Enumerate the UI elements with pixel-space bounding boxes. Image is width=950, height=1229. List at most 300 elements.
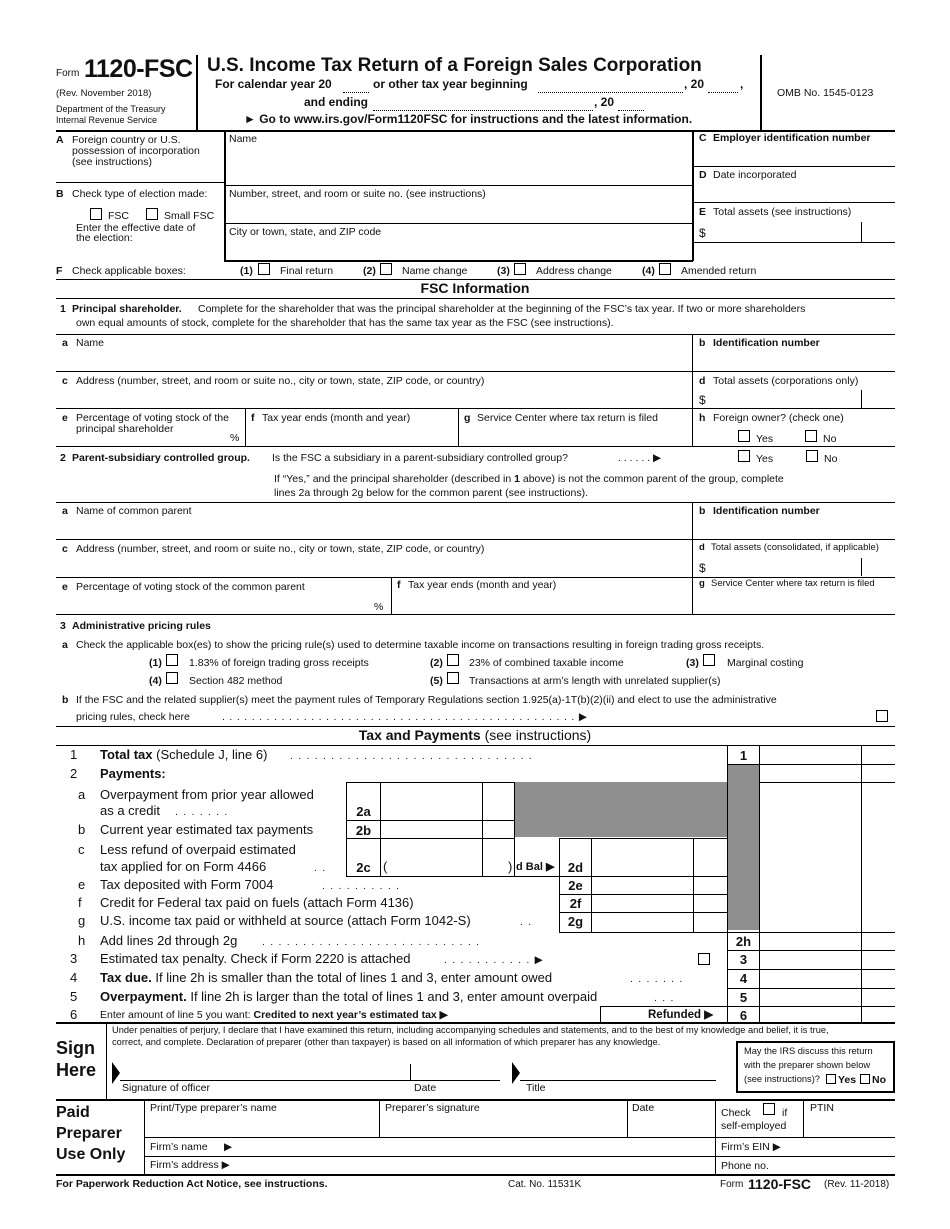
refund-overpaid-amount[interactable] xyxy=(390,840,480,875)
line-2f-letter: f xyxy=(397,579,401,591)
street-field[interactable] xyxy=(226,200,690,222)
common-parent-address-field[interactable] xyxy=(58,556,690,576)
total-tax-label xyxy=(100,748,267,763)
f-option-3: (3) xyxy=(497,265,510,277)
if-yes-text-b: above) is not the common parent of the group, complete xyxy=(522,473,784,485)
irs-discuss-yes-label: Yes xyxy=(838,1074,857,1086)
tax-year-ends-field[interactable] xyxy=(248,425,456,445)
voting-stock-label-2: principal shareholder xyxy=(76,423,174,435)
overpayment-prior-label-2: as a credit xyxy=(100,803,160,818)
form-7004-dots: . . . . . . . . . . xyxy=(322,880,401,892)
box-a-label-2: possession of incorporation xyxy=(72,145,200,157)
consolidated-assets-dollar: $ xyxy=(699,561,706,575)
tax-due-bold: Tax due. xyxy=(100,970,152,985)
date-incorporated-label: Date incorporated xyxy=(713,169,797,181)
tax-line-3-number: 3 xyxy=(70,951,78,966)
admin-pricing-text-2: pricing rules, check here xyxy=(76,711,190,723)
begin-year-field[interactable] xyxy=(708,92,738,93)
controlled-group-title: Parent-subsidiary controlled group. xyxy=(72,452,250,464)
shareholder-address-field[interactable] xyxy=(58,388,690,408)
box-c-letter: C xyxy=(699,132,707,144)
tax-section-bottom xyxy=(56,1022,895,1024)
tax-payments-heading xyxy=(0,727,950,743)
end-year-field[interactable] xyxy=(618,110,644,111)
shareholder-id-label: Identification number xyxy=(713,337,820,349)
preparer-rule-2 xyxy=(144,1156,895,1157)
box-a-rule xyxy=(56,182,224,183)
form-number: 1120-FSC xyxy=(84,55,193,83)
group-rule-1 xyxy=(56,502,895,503)
pricing-option-5: (5) xyxy=(430,675,443,687)
f-option-4: (4) xyxy=(642,265,655,277)
controlled-group-no-label: No xyxy=(824,453,838,465)
controlled-group-yes-label: Yes xyxy=(756,453,774,465)
tax-due-dots: . . . . . . . xyxy=(630,973,684,985)
firm-name-field[interactable] xyxy=(238,1139,712,1155)
form-title: U.S. Income Tax Return of a Foreign Sales Corporation xyxy=(207,55,702,76)
signature-line xyxy=(120,1080,500,1081)
self-employed-checkbox[interactable] xyxy=(763,1103,775,1115)
ein-field[interactable] xyxy=(695,145,895,165)
overpayment-prior-label-1: Overpayment from prior year allowed xyxy=(100,787,314,802)
line-2b-box: 2b xyxy=(355,823,372,838)
overpayment-amount[interactable] xyxy=(760,989,860,1005)
credited-next-year-amount[interactable] xyxy=(478,1007,598,1021)
tax-2d-top xyxy=(559,838,727,839)
foreign-owner-label: Foreign owner? (check one) xyxy=(713,412,844,424)
address-change-checkbox[interactable] xyxy=(514,263,526,275)
fuel-credit-label: Credit for Federal tax paid on fuels (attach Form 4136) xyxy=(100,895,414,910)
line-1g-letter: g xyxy=(464,412,471,424)
line-2-number: 2 xyxy=(60,452,66,464)
box-f-label: Check applicable boxes: xyxy=(72,265,186,277)
overpayment-prior-dots: . . . . . . . xyxy=(175,806,229,818)
date-rule xyxy=(692,202,895,203)
line-2d-letter: d xyxy=(699,542,705,553)
foreign-owner-no-checkbox[interactable] xyxy=(805,430,817,442)
name-box-bottom xyxy=(224,260,693,262)
sign-arrow-icon xyxy=(112,1062,120,1084)
tax-heading-note: (see instructions) xyxy=(484,727,592,743)
pricing-option-4: (4) xyxy=(149,675,162,687)
section-482-checkbox[interactable] xyxy=(166,672,178,684)
officer-title-field[interactable] xyxy=(524,1058,714,1080)
line-1-number: 1 xyxy=(60,303,66,315)
line-1d-letter: d xyxy=(699,375,706,387)
refund-overpaid-label-1: Less refund of overpaid estimated xyxy=(100,842,296,857)
dollar-sign: $ xyxy=(699,226,706,240)
title-arrow-icon xyxy=(512,1062,520,1084)
total-assets-label: Total assets (see instructions) xyxy=(713,206,852,218)
estimated-penalty-label: Estimated tax penalty. Check if Form 2220 is attached xyxy=(100,951,411,966)
estimated-payments-label: Current year estimated tax payments xyxy=(100,822,314,837)
credited-next-year: Credited to next year’s estimated tax ▶ xyxy=(253,1009,448,1021)
line-2h-letter-tax: h xyxy=(78,933,86,948)
shareholder-id-field[interactable] xyxy=(695,350,895,370)
box-a-label-3: (see instructions) xyxy=(72,156,152,168)
tax-heading-bold: Tax and Payments xyxy=(358,727,481,743)
tax-rule-2 xyxy=(760,782,895,783)
city-field[interactable] xyxy=(226,238,690,259)
controlled-group-if-text-1 xyxy=(274,473,784,485)
payments-label: Payments: xyxy=(100,766,166,781)
officer-signature-field[interactable] xyxy=(122,1058,404,1080)
line-2f-box: 2f xyxy=(569,896,582,911)
footer-form-number: 1120-FSC xyxy=(748,1176,812,1192)
date-incorporated-field[interactable] xyxy=(695,181,895,201)
pricing-183-label: 1.83% of foreign trading gross receipts xyxy=(189,657,369,669)
name-rule xyxy=(224,185,693,186)
balance-amount[interactable] xyxy=(592,840,692,875)
department: Department of the Treasury xyxy=(56,104,166,114)
f-option-2: (2) xyxy=(363,265,376,277)
common-parent-name-label: Name of common parent xyxy=(76,505,192,517)
box-b-label: Check type of election made: xyxy=(72,188,208,200)
form-7004-label: Tax deposited with Form 7004 xyxy=(100,877,274,892)
withheld-tax-amount[interactable] xyxy=(592,913,692,931)
preparer-date-field[interactable] xyxy=(630,1115,712,1135)
self-employed-check-label: Check xyxy=(721,1107,751,1119)
line-2e-box: 2e xyxy=(568,878,583,893)
total-tax-ref: (Schedule J, line 6) xyxy=(156,747,268,762)
tax-sub-top xyxy=(346,782,515,783)
self-employed-label: self-employed xyxy=(721,1120,787,1132)
fsc-rule-4 xyxy=(56,446,895,447)
irs-discuss-no-label: No xyxy=(872,1074,886,1086)
begin-year-20: , 20 xyxy=(684,77,705,91)
pricing-option-1: (1) xyxy=(149,657,162,669)
common-parent-service-center-field[interactable] xyxy=(695,592,895,612)
address-change-label: Address change xyxy=(536,265,612,277)
fsc-heading-rule xyxy=(56,298,895,299)
form-revision: (Rev. November 2018) xyxy=(56,88,152,99)
city-label: City or town, state, and ZIP code xyxy=(229,226,382,238)
arms-length-label: Transactions at arm’s length with unrelated supplier(s) xyxy=(469,675,721,687)
line-2b-letter-tax: b xyxy=(78,822,86,837)
foreign-owner-yes-checkbox[interactable] xyxy=(738,430,750,442)
instructions-link[interactable]: ► Go to www.irs.gov/Form1120FSC for instructions and the latest information. xyxy=(244,112,693,126)
tax-due-label xyxy=(100,971,552,986)
irs-discuss-yes-checkbox[interactable] xyxy=(826,1074,836,1084)
common-parent-name-field[interactable] xyxy=(58,518,690,538)
line-3-number: 3 xyxy=(60,620,66,632)
controlled-group-no-checkbox[interactable] xyxy=(806,450,818,462)
line-2e-letter: e xyxy=(62,581,68,593)
voting-stock-label-1: Percentage of voting stock of the xyxy=(76,412,229,424)
fsc-checkbox[interactable] xyxy=(90,208,102,220)
total-payments-dots: . . . . . . . . . . . . . . . . . . . . . . . . . . . xyxy=(262,936,481,948)
refunded-label: Refunded ▶ xyxy=(648,1009,714,1021)
admin-pricing-checkbox[interactable] xyxy=(876,710,888,722)
omb-number: OMB No. 1545-0123 xyxy=(777,87,874,99)
common-parent-tax-year-field[interactable] xyxy=(394,592,690,612)
line-2b-letter: b xyxy=(699,505,706,517)
line-1-box: 1 xyxy=(739,748,748,763)
irs-discuss-text-1: May the IRS discuss this return xyxy=(744,1046,873,1056)
box-a-label-1: Foreign country or U.S. xyxy=(72,134,181,146)
sign-divider xyxy=(106,1022,107,1099)
firm-ein-field[interactable] xyxy=(786,1139,894,1155)
refund-overpaid-dots: . . xyxy=(314,862,327,874)
box-d-letter: D xyxy=(699,169,707,181)
irs-label: Internal Revenue Service xyxy=(56,115,158,125)
preparer-col-date xyxy=(627,1099,628,1137)
common-parent-id-field[interactable] xyxy=(695,518,895,538)
name-change-label: Name change xyxy=(402,265,468,277)
date-divider xyxy=(410,1064,411,1080)
line-2d-box: 2d xyxy=(567,860,584,875)
form-label: Form xyxy=(56,68,80,79)
tax-year-beginning-label: or other tax year beginning xyxy=(373,77,528,91)
voting-stock-pct-sign: % xyxy=(230,432,240,444)
comma-sep: , xyxy=(740,77,744,91)
final-return-checkbox[interactable] xyxy=(258,263,270,275)
tax-sub-col-cents xyxy=(482,782,483,876)
footer-form-label: Form xyxy=(720,1179,744,1190)
pricing-23-checkbox[interactable] xyxy=(447,654,459,666)
firm-ein-label: Firm’s EIN ▶ xyxy=(721,1141,781,1153)
box-f-letter: F xyxy=(56,265,63,277)
line-2e-letter-tax: e xyxy=(78,877,86,892)
amended-return-checkbox[interactable] xyxy=(659,263,671,275)
estimated-penalty-amount[interactable] xyxy=(760,951,860,968)
principal-shareholder-text-2: own equal amounts of stock, complete for the shareholder that has the same tax year as the FSC (see instructions). xyxy=(76,317,614,329)
firm-name-label: Firm’s name xyxy=(150,1141,208,1153)
shareholder-address-label: Address (number, street, and room or suite no., city or town, state, ZIP code, or country) xyxy=(76,375,485,387)
marginal-costing-checkbox[interactable] xyxy=(703,654,715,666)
fsc-rule-1 xyxy=(56,334,895,335)
overpayment-dots: . . . xyxy=(654,992,675,1004)
calendar-year-field[interactable] xyxy=(343,92,369,93)
line-2c-letter-tax: c xyxy=(78,842,85,857)
street-rule xyxy=(224,223,693,224)
section-482-label: Section 482 method xyxy=(189,675,283,687)
use-only-label: Use Only xyxy=(56,1146,126,1163)
line-1a-letter: a xyxy=(62,337,68,349)
fsc-information-heading: FSC Information xyxy=(420,280,530,296)
common-parent-stock-field[interactable] xyxy=(300,598,370,612)
tax-cents-divider xyxy=(861,745,862,1022)
ptin-field[interactable] xyxy=(806,1115,894,1135)
perjury-statement-1: Under penalties of perjury, I declare that I have examined this return, including accompanying schedules and statements, and to the best of my knowledge and belief, it is true, xyxy=(112,1025,829,1035)
small-fsc-checkbox[interactable] xyxy=(146,208,158,220)
line-1h-letter: h xyxy=(699,412,706,424)
line-2f-letter-tax: f xyxy=(78,895,82,910)
admin-pricing-text: If the FSC and the related supplier(s) meet the payment rules of Temporary Regulations section 1.925(a)-1T(b)(2)(ii) and elect to use the administrative xyxy=(76,694,777,706)
total-tax-amount[interactable] xyxy=(760,746,860,763)
common-parent-address-label: Address (number, street, and room or suite no., city or town, state, ZIP code, or country) xyxy=(76,543,485,555)
name-change-checkbox[interactable] xyxy=(380,263,392,275)
effective-date-label-1: Enter the effective date of xyxy=(76,222,196,234)
signature-date-label: Date xyxy=(414,1082,437,1094)
signature-officer-label: Signature of officer xyxy=(122,1082,210,1094)
line-6-box: 6 xyxy=(739,1008,748,1023)
if-yes-bold-1: 1 xyxy=(514,473,520,485)
common-parent-id-label: Identification number xyxy=(713,505,820,517)
overpayment-text: If line 2h is larger than the total of lines 1 and 3, enter amount overpaid xyxy=(190,989,598,1004)
group-rule-2 xyxy=(56,539,895,540)
withheld-tax-label: U.S. income tax paid or withheld at source (attach Form 1042-S) xyxy=(100,913,471,928)
total-tax-dots: . . . . . . . . . . . . . . . . . . . . . . . . . . . . . . xyxy=(290,750,533,762)
refund-overpaid-label-2: tax applied for on Form 4466 xyxy=(100,859,267,874)
tax-line-4-number: 4 xyxy=(70,970,78,985)
line-5-box: 5 xyxy=(739,990,748,1005)
service-center-label: Service Center where tax return is filed xyxy=(477,412,658,424)
shareholder-assets-field[interactable] xyxy=(710,388,860,408)
total-payments-label: Add lines 2d through 2g xyxy=(100,933,238,948)
group-rule-4 xyxy=(56,614,895,615)
ein-rule xyxy=(692,166,895,167)
common-parent-stock-pct: % xyxy=(374,601,384,613)
paperwork-notice: For Paperwork Reduction Act Notice, see instructions. xyxy=(56,1178,328,1190)
shareholder-cents-divider xyxy=(861,390,862,408)
line-2h-box: 2h xyxy=(735,934,752,949)
line-1b-letter: b xyxy=(699,337,706,349)
firm-address-field[interactable] xyxy=(238,1158,712,1173)
pricing-23-label: 23% of combined taxable income xyxy=(469,657,624,669)
tax-line-6-divider xyxy=(600,1006,601,1022)
withheld-tax-dots: . . xyxy=(520,916,533,928)
admin-pricing-dots: . . . . . . . . . . . . . . . . . . . . . . . . . . . . . . . . . . . . . . . . . . . . . . . . ▶ xyxy=(222,711,588,723)
shaded-area xyxy=(515,782,727,837)
total-payments-amount[interactable] xyxy=(760,933,860,949)
controlled-group-dots: . . . . . . ▶ xyxy=(618,452,662,464)
line-1f-letter: f xyxy=(251,412,255,424)
consolidated-cents-divider xyxy=(861,558,862,576)
tax-line-1-number: 1 xyxy=(70,747,78,762)
preparer-label: Preparer xyxy=(56,1125,122,1142)
service-center-field[interactable] xyxy=(461,425,690,445)
common-parent-service-center-label: Service Center where tax return is filed xyxy=(711,578,875,589)
overpayment-label xyxy=(100,990,597,1005)
marginal-costing-label: Marginal costing xyxy=(727,657,804,669)
preparer-rule-1 xyxy=(144,1137,895,1138)
shareholder-assets-dollar: $ xyxy=(699,393,706,407)
box-b-letter: B xyxy=(56,188,64,200)
tax-year-begin-field[interactable] xyxy=(538,92,683,93)
line-2g-letter: g xyxy=(699,578,705,589)
f-option-1: (1) xyxy=(240,265,253,277)
fsc-right-col xyxy=(692,334,693,446)
preparer-signature-field[interactable] xyxy=(382,1115,624,1135)
tax-sub-col-right xyxy=(514,782,515,876)
overpayment-prior-amount[interactable] xyxy=(381,784,481,818)
header-divider-right xyxy=(760,55,762,130)
effective-date-label-2: the election: xyxy=(76,232,133,244)
tax-year-end-field[interactable] xyxy=(373,110,593,111)
title-line xyxy=(520,1080,716,1081)
preparer-col-ptin xyxy=(803,1099,804,1137)
shareholder-name-field[interactable] xyxy=(58,350,690,370)
line-2c-box: 2c xyxy=(356,860,371,875)
credit-refund-label xyxy=(100,1009,448,1021)
form-7004-amount[interactable] xyxy=(592,877,692,893)
consolidated-assets-field[interactable] xyxy=(710,556,860,576)
phone-field[interactable] xyxy=(774,1158,894,1173)
street-label: Number, street, and room or suite no. (see instructions) xyxy=(229,188,486,200)
controlled-group-yes-checkbox[interactable] xyxy=(738,450,750,462)
preparer-col-sig xyxy=(379,1099,380,1137)
and-ending-label: and ending xyxy=(304,95,368,109)
tax-rule-1 xyxy=(727,764,895,765)
paid-label: Paid xyxy=(56,1104,90,1121)
header-divider-left xyxy=(196,55,198,130)
firm-address-label: Firm’s address ▶ xyxy=(150,1159,230,1171)
here-label: Here xyxy=(56,1060,97,1080)
tax-line-5-number: 5 xyxy=(70,989,78,1004)
line-2g-box: 2g xyxy=(567,914,584,929)
tax-due-text: If line 2h is smaller than the total of lines 1 and 3, enter amount owed xyxy=(155,970,553,985)
refunded-amount[interactable] xyxy=(760,1007,860,1021)
fuel-credit-amount[interactable] xyxy=(592,895,692,911)
tax-year-ends-label: Tax year ends (month and year) xyxy=(262,412,411,424)
line-2a-letter-tax: a xyxy=(78,787,86,802)
pricing-183-checkbox[interactable] xyxy=(166,654,178,666)
line-2c-letter: c xyxy=(62,543,68,555)
line-1c-letter: c xyxy=(62,375,68,387)
pricing-rules-title: Administrative pricing rules xyxy=(72,620,211,632)
refund-paren-close: ) xyxy=(508,859,513,874)
shareholder-name-label: Name xyxy=(76,337,105,349)
corporation-name-field[interactable] xyxy=(226,146,690,184)
tax-line-2-number: 2 xyxy=(70,766,78,781)
credit-refund-text: Enter amount of line 5 you want: xyxy=(100,1009,251,1021)
voting-stock-field[interactable] xyxy=(160,432,226,445)
tax-sub-rule-2 xyxy=(346,838,515,839)
controlled-group-if-text-2: lines 2a through 2g below for the common parent (see instructions). xyxy=(274,487,589,499)
line-1e-letter: e xyxy=(62,412,68,424)
common-parent-stock-label: Percentage of voting stock of the common parent xyxy=(76,581,305,593)
tax-due-amount[interactable] xyxy=(760,970,860,987)
line-2g-letter-tax: g xyxy=(78,913,86,928)
name-label: Name xyxy=(229,133,258,145)
box-a-letter: A xyxy=(56,134,64,146)
controlled-group-question: Is the FSC a subsidiary in a parent-subsidiary controlled group? xyxy=(272,452,568,464)
fsc-col-g xyxy=(458,408,459,446)
estimated-penalty-dots: . . . . . . . . . . . ▶ xyxy=(444,954,544,966)
signature-date-field[interactable] xyxy=(412,1058,498,1080)
form-2220-checkbox[interactable] xyxy=(698,953,710,965)
fsc-label: FSC xyxy=(108,210,129,222)
phone-label: Phone no. xyxy=(721,1160,769,1172)
preparer-name-field[interactable] xyxy=(148,1115,376,1135)
pricing-rules-instruction: Check the applicable box(es) to show the pricing rule(s) used to determine taxable income on transactions resulting in foreign trading gross receipts. xyxy=(76,639,765,651)
arms-length-checkbox[interactable] xyxy=(447,672,459,684)
amended-return-label: Amended return xyxy=(681,265,757,277)
self-employed-if-label: if xyxy=(782,1107,788,1119)
preparer-col-check xyxy=(715,1099,716,1137)
assets-rule xyxy=(692,242,895,243)
box-e-letter: E xyxy=(699,206,707,218)
ein-label: Employer identification number xyxy=(713,132,871,144)
shareholder-assets-label: Total assets (corporations only) xyxy=(713,375,859,387)
group-col-f xyxy=(391,577,392,614)
irs-discuss-text-3: (see instructions)? xyxy=(744,1074,820,1084)
fsc-col-f xyxy=(245,408,246,446)
overpayment-bold: Overpayment. xyxy=(100,989,187,1004)
line-3a-letter: a xyxy=(62,639,68,651)
estimated-payments-amount[interactable] xyxy=(381,822,481,837)
title-label: Title xyxy=(526,1082,546,1094)
irs-discuss-no-checkbox[interactable] xyxy=(860,1074,870,1084)
firm-name-arrow: ▶ xyxy=(224,1141,233,1153)
footer-revision: (Rev. 11-2018) xyxy=(824,1179,890,1190)
fsc-rule-2 xyxy=(56,371,895,372)
line-3-box: 3 xyxy=(739,952,748,967)
tax-sub-rule-1 xyxy=(346,820,515,821)
total-assets-field[interactable] xyxy=(710,220,860,242)
line-2a-letter: a xyxy=(62,505,68,517)
